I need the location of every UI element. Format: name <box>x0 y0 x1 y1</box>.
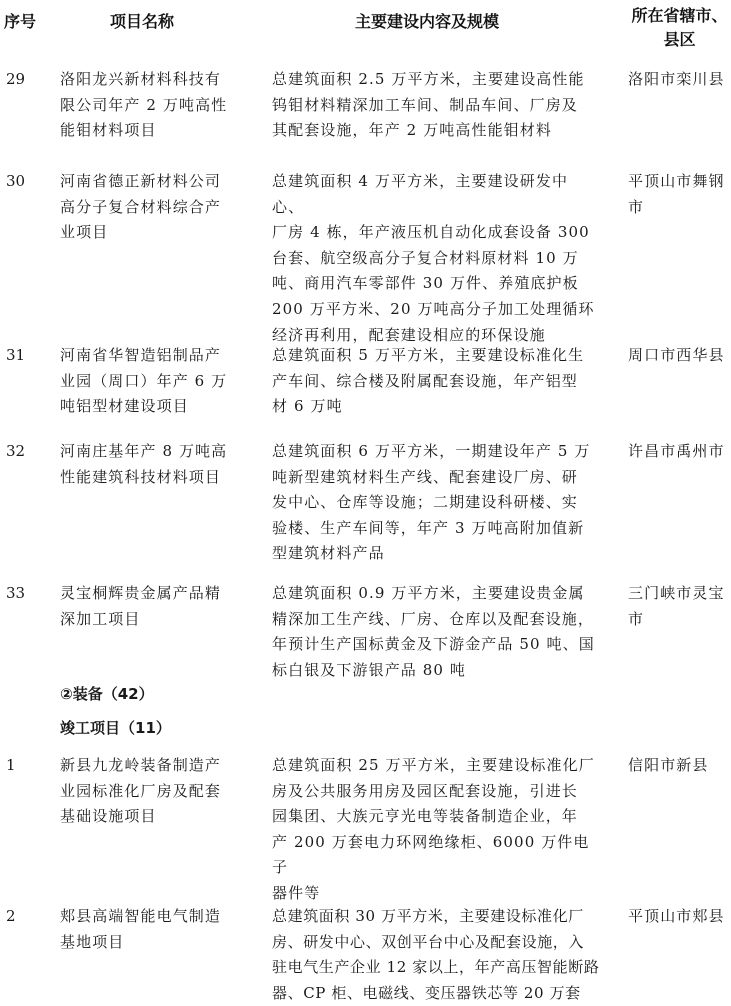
section-heading-equipment: ②装备（42） <box>60 685 154 703</box>
row-location: 周口市西华县 <box>628 346 725 364</box>
row-content: 总建筑面积 30 万平方米，主要建设标准化厂 房、研发中心、双创平台中心及配套设施，入 驻电气生产企业 12 家以上，年产高压智能断路 器、CP 柜、电磁线、变压器铁芯等 20 万套 <box>272 907 600 1002</box>
row-no: 32 <box>6 442 26 460</box>
row-project-name: 灵宝桐辉贵金属产品精 深加工项目 <box>60 584 222 628</box>
row-location: 平顶山市舞钢 市 <box>628 172 725 216</box>
row-no: 1 <box>6 756 16 774</box>
row-location: 三门峡市灵宝 市 <box>628 584 725 628</box>
row-content: 总建筑面积 5 万平方米，主要建设标准化生 产车间、综合楼及附属配套设施，年产铝型 材 6 万吨 <box>272 346 585 416</box>
row-content: 总建筑面积 2.5 万平方米，主要建设高性能 钨钼材料精深加工车间、制品车间、厂房及 其配套设施，年产 2 万吨高性能钼材料 <box>272 70 585 140</box>
header-project-name: 项目名称 <box>110 12 175 31</box>
row-project-name: 新县九龙岭装备制造产 业园标准化厂房及配套 基础设施项目 <box>60 756 222 826</box>
row-no: 33 <box>6 584 26 602</box>
row-location: 信阳市新县 <box>628 756 709 774</box>
header-content: 主要建设内容及规模 <box>355 12 500 31</box>
row-project-name: 郏县高端智能电气制造 基地项目 <box>60 907 222 951</box>
row-project-name: 河南省华智造铝制品产 业园（周口）年产 6 万 吨铝型材建设项目 <box>60 346 228 416</box>
row-project-name: 河南庄基年产 8 万吨高 性能建筑科技材料项目 <box>60 442 228 486</box>
row-project-name: 洛阳龙兴新材料科技有 限公司年产 2 万吨高性 能钼材料项目 <box>60 70 228 140</box>
row-no: 29 <box>6 70 26 88</box>
row-content: 总建筑面积 6 万平方米，一期建设年产 5 万 吨新型建筑材料生产线、配套建设厂房、研 发中心、仓库等设施；二期建设科研楼、实 验楼、生产车间等，年产 3 万吨高附加值新 型建筑材料产品 <box>272 442 591 563</box>
row-content: 总建筑面积 4 万平方米，主要建设研发中心、 厂房 4 栋，年产液压机自动化成套设备 300 台套、航空级高分子复合材料原材料 10 万 吨、商用汽车零部件 30 万件、养殖底护板 200 万平方米、20 万吨高分子加工处理循环 经济再利用，配套建设相应的环保设施 <box>272 172 595 344</box>
header-no: 序号 <box>4 12 37 31</box>
row-location: 平顶山市郏县 <box>628 907 725 925</box>
section-heading-completed: 竣工项目（11） <box>60 719 171 737</box>
row-no: 2 <box>6 907 16 925</box>
row-content: 总建筑面积 0.9 万平方米，主要建设贵金属 精深加工生产线、厂房、仓库以及配套设施， 年预计生产国标黄金及下游金产品 50 吨、国 标白银及下游银产品 80 吨 <box>272 584 595 679</box>
row-location: 洛阳市栾川县 <box>628 70 725 88</box>
row-content: 总建筑面积 25 万平方米，主要建设标准化厂 房及公共服务用房及园区配套设施，引进长 园集团、大族元亨光电等装备制造企业，年 产 200 万套电力环网绝缘柜、6000 万件电子 器件等 <box>272 756 595 902</box>
row-location: 许昌市禹州市 <box>628 442 725 460</box>
header-location: 所在省辖市、 县区 <box>631 6 728 49</box>
row-no: 30 <box>6 172 26 190</box>
row-no: 31 <box>6 346 26 364</box>
row-project-name: 河南省德正新材料公司 高分子复合材料综合产 业项目 <box>60 172 222 242</box>
